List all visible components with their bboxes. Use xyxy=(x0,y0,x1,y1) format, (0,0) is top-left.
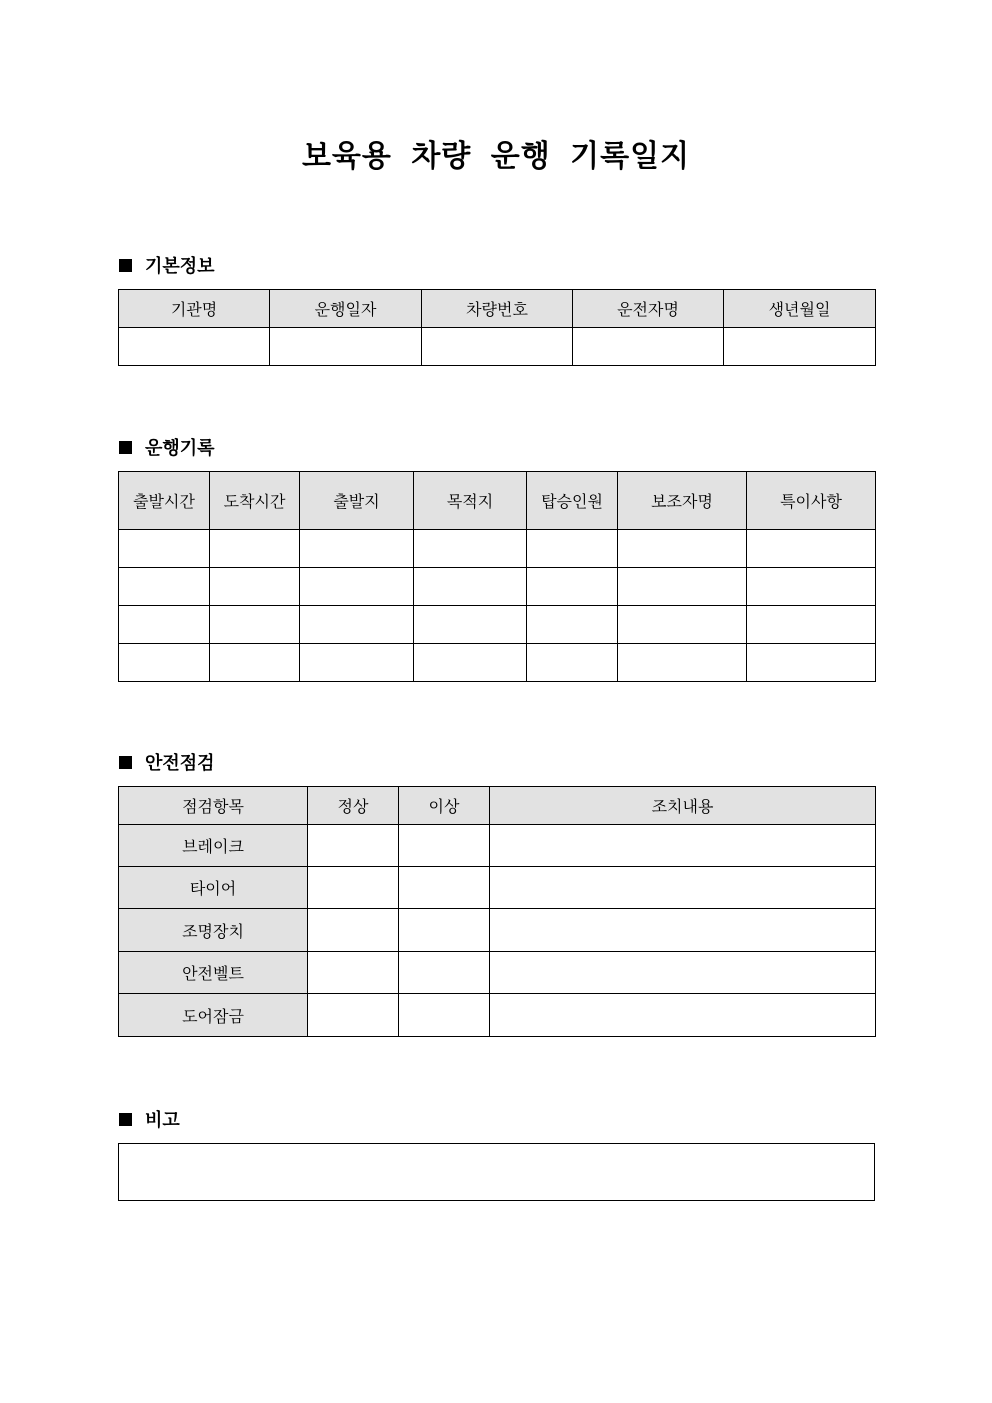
action-note-cell[interactable] xyxy=(490,867,876,909)
table-header-row xyxy=(119,290,876,328)
basic-info-table xyxy=(118,289,876,366)
header-cell: 도착시간 xyxy=(210,472,300,530)
log-cell[interactable] xyxy=(747,606,876,644)
section-heading-safety-check xyxy=(119,750,215,774)
header-cell: 목적지 xyxy=(414,472,527,530)
log-cell[interactable] xyxy=(527,606,618,644)
section-heading-driving-log xyxy=(119,435,215,459)
section-heading-basic-info xyxy=(119,253,215,277)
abnormal-check-cell[interactable] xyxy=(399,867,490,909)
log-cell[interactable] xyxy=(414,530,527,568)
log-cell[interactable] xyxy=(414,606,527,644)
log-cell[interactable] xyxy=(300,568,414,606)
normal-check-cell[interactable] xyxy=(308,994,399,1037)
header-cell: 특이사항 xyxy=(747,472,876,530)
check-item-label: 조명장치 xyxy=(119,909,308,952)
log-cell[interactable] xyxy=(414,568,527,606)
header-cell: 점검항목 xyxy=(119,787,308,825)
log-cell[interactable] xyxy=(618,644,747,682)
table-row xyxy=(119,328,876,366)
header-cell: 이상 xyxy=(399,787,490,825)
action-note-cell[interactable] xyxy=(490,994,876,1037)
drive-date-field[interactable] xyxy=(270,328,422,366)
header-cell: 생년월일 xyxy=(724,290,876,328)
header-cell: 조치내용 xyxy=(490,787,876,825)
square-bullet-icon xyxy=(119,1113,132,1126)
table-row xyxy=(119,530,876,568)
check-item-label: 안전벨트 xyxy=(119,952,308,994)
table-row xyxy=(119,867,876,909)
abnormal-check-cell[interactable] xyxy=(399,994,490,1037)
square-bullet-icon xyxy=(119,259,132,272)
section-heading-remarks xyxy=(119,1107,180,1131)
log-cell[interactable] xyxy=(300,606,414,644)
table-row xyxy=(119,606,876,644)
log-cell[interactable] xyxy=(527,568,618,606)
header-cell: 정상 xyxy=(308,787,399,825)
section-title: 안전점검 xyxy=(145,753,215,774)
square-bullet-icon xyxy=(119,441,132,454)
abnormal-check-cell[interactable] xyxy=(399,952,490,994)
normal-check-cell[interactable] xyxy=(308,952,399,994)
check-item-label: 브레이크 xyxy=(119,825,308,867)
normal-check-cell[interactable] xyxy=(308,909,399,952)
action-note-cell[interactable] xyxy=(490,952,876,994)
log-cell[interactable] xyxy=(527,644,618,682)
header-cell: 출발시간 xyxy=(119,472,210,530)
log-cell[interactable] xyxy=(210,530,300,568)
log-cell[interactable] xyxy=(119,644,210,682)
log-cell[interactable] xyxy=(414,644,527,682)
log-cell[interactable] xyxy=(210,606,300,644)
safety-check-table xyxy=(118,786,876,1037)
header-cell: 차량번호 xyxy=(422,290,573,328)
driver-name-field[interactable] xyxy=(573,328,724,366)
log-cell[interactable] xyxy=(210,568,300,606)
log-cell[interactable] xyxy=(119,568,210,606)
table-row xyxy=(119,952,876,994)
driving-log-table xyxy=(118,471,876,682)
section-title: 비고 xyxy=(145,1110,180,1131)
abnormal-check-cell[interactable] xyxy=(399,825,490,867)
header-cell: 탑승인원 xyxy=(527,472,618,530)
header-cell: 운행일자 xyxy=(270,290,422,328)
log-cell[interactable] xyxy=(300,644,414,682)
remarks-box[interactable] xyxy=(118,1143,875,1201)
header-cell: 기관명 xyxy=(119,290,270,328)
action-note-cell[interactable] xyxy=(490,825,876,867)
header-cell: 출발지 xyxy=(300,472,414,530)
table-row xyxy=(119,568,876,606)
normal-check-cell[interactable] xyxy=(308,867,399,909)
normal-check-cell[interactable] xyxy=(308,825,399,867)
section-title: 운행기록 xyxy=(145,438,215,459)
log-cell[interactable] xyxy=(747,644,876,682)
log-cell[interactable] xyxy=(618,606,747,644)
square-bullet-icon xyxy=(119,756,132,769)
table-row xyxy=(119,644,876,682)
log-cell[interactable] xyxy=(747,530,876,568)
vehicle-number-field[interactable] xyxy=(422,328,573,366)
log-cell[interactable] xyxy=(210,644,300,682)
log-cell[interactable] xyxy=(618,530,747,568)
log-cell[interactable] xyxy=(527,530,618,568)
log-cell[interactable] xyxy=(618,568,747,606)
table-row xyxy=(119,825,876,867)
birth-date-field[interactable] xyxy=(724,328,876,366)
log-cell[interactable] xyxy=(119,606,210,644)
table-header-row xyxy=(119,472,876,530)
table-row xyxy=(119,994,876,1037)
header-cell: 운전자명 xyxy=(573,290,724,328)
section-title: 기본정보 xyxy=(145,256,215,277)
table-row xyxy=(119,909,876,952)
header-cell: 보조자명 xyxy=(618,472,747,530)
agency-name-field[interactable] xyxy=(119,328,270,366)
log-cell[interactable] xyxy=(300,530,414,568)
log-cell[interactable] xyxy=(119,530,210,568)
check-item-label: 타이어 xyxy=(119,867,308,909)
table-header-row xyxy=(119,787,876,825)
log-cell[interactable] xyxy=(747,568,876,606)
page-title: 보육용 차량 운행 기록일지 xyxy=(301,139,691,174)
check-item-label: 도어잠금 xyxy=(119,994,308,1037)
action-note-cell[interactable] xyxy=(490,909,876,952)
abnormal-check-cell[interactable] xyxy=(399,909,490,952)
